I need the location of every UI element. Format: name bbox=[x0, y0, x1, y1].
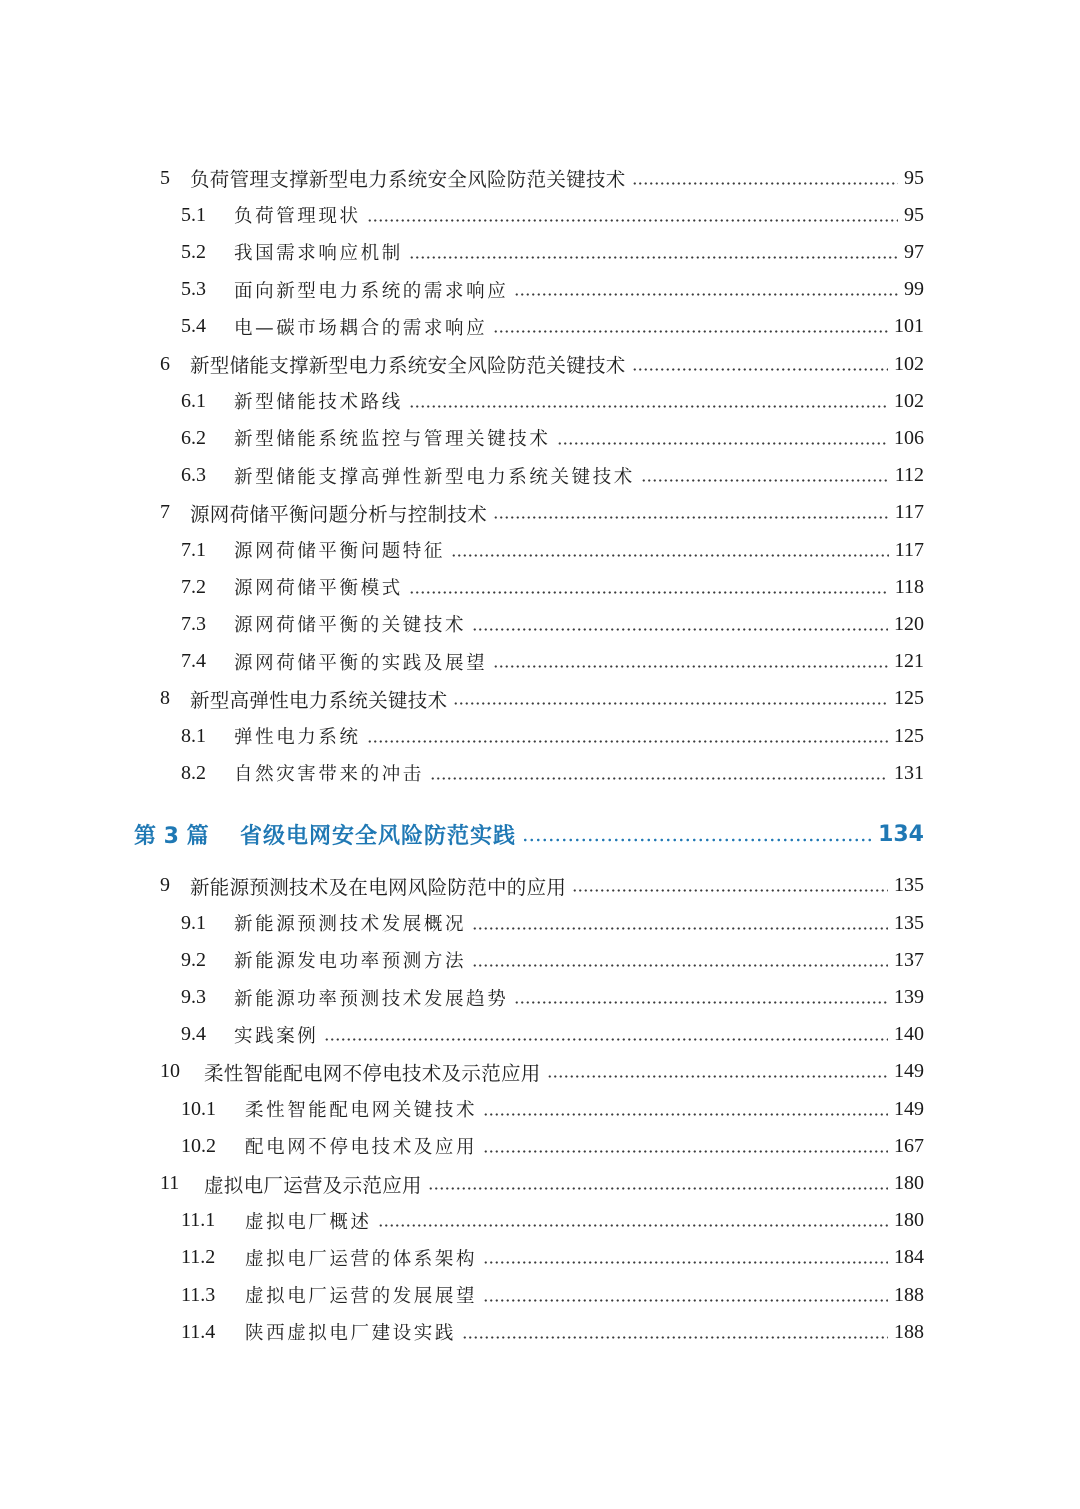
chapter-5-page: 95 bbox=[904, 166, 924, 189]
chapter-6-title: 新型储能支撑新型电力系统安全风险防范关键技术 bbox=[190, 354, 626, 377]
chapter-10-page: 149 bbox=[894, 1060, 924, 1083]
section-9-4[interactable] bbox=[181, 1017, 924, 1053]
section-5-4-title: 电—碳市场耦合的需求响应 bbox=[234, 317, 488, 339]
section-8-1-title: 弹性电力系统 bbox=[234, 727, 361, 748]
section-9-3-title: 新能源功率预测技术发展趋势 bbox=[234, 988, 509, 1010]
section-10-2-title: 配电网不停电技术及应用 bbox=[245, 1137, 478, 1159]
section-11-2[interactable] bbox=[181, 1240, 924, 1276]
section-9-1-page: 135 bbox=[894, 911, 924, 934]
section-6-2-title: 新型储能系统监控与管理关键技术 bbox=[234, 429, 551, 451]
section-9-1[interactable] bbox=[181, 905, 924, 941]
section-9-1-number: 9.1 bbox=[181, 911, 206, 934]
chapter-6[interactable] bbox=[160, 346, 924, 382]
section-11-4[interactable] bbox=[181, 1314, 924, 1350]
section-7-2[interactable] bbox=[181, 569, 924, 605]
section-6-1-title: 新型储能技术路线 bbox=[234, 392, 403, 414]
section-11-2-number: 11.2 bbox=[181, 1246, 216, 1269]
section-10-1-title: 柔性智能配电网关键技术 bbox=[245, 1100, 478, 1122]
chapter-9-title: 新能源预测技术及在电网风险防范中的应用 bbox=[190, 875, 567, 899]
section-7-4-title: 源网荷储平衡的实践及展望 bbox=[234, 652, 488, 674]
section-11-3-number: 11.3 bbox=[181, 1283, 216, 1306]
section-6-2-number: 6.2 bbox=[181, 426, 206, 449]
section-6-2[interactable] bbox=[181, 420, 924, 456]
chapter-9-number: 9 bbox=[160, 874, 170, 897]
section-8-2-page: 131 bbox=[894, 761, 924, 784]
chapter-8-number: 8 bbox=[160, 687, 170, 710]
chapter-5-number: 5 bbox=[160, 166, 170, 189]
chapter-8-title: 新型高弹性电力系统关键技术 bbox=[190, 688, 448, 712]
part-page: 134 bbox=[878, 821, 924, 847]
section-5-1-number: 5.1 bbox=[181, 203, 206, 226]
section-9-2[interactable] bbox=[181, 942, 924, 978]
chapter-8-page: 125 bbox=[894, 687, 924, 710]
dot-leader bbox=[547, 1067, 888, 1087]
dot-leader bbox=[632, 359, 888, 379]
section-5-2-number: 5.2 bbox=[181, 240, 206, 263]
section-6-1-number: 6.1 bbox=[181, 389, 206, 412]
section-11-2-page: 184 bbox=[894, 1246, 924, 1269]
section-10-2[interactable] bbox=[181, 1128, 924, 1164]
dot-leader bbox=[453, 694, 888, 714]
section-7-3-page: 120 bbox=[894, 612, 924, 635]
dot-leader bbox=[409, 247, 898, 267]
section-10-2-page: 167 bbox=[894, 1134, 924, 1157]
section-6-1[interactable] bbox=[181, 383, 924, 419]
chapter-7[interactable] bbox=[160, 495, 924, 531]
section-8-1-number: 8.1 bbox=[181, 724, 206, 747]
chapter-10[interactable] bbox=[160, 1054, 924, 1090]
section-6-3-page: 112 bbox=[894, 464, 924, 487]
dot-leader bbox=[472, 918, 888, 938]
dot-leader bbox=[472, 955, 888, 975]
dot-leader bbox=[409, 582, 889, 602]
part-number: 第 3 篇 bbox=[134, 823, 209, 849]
section-11-4-number: 11.4 bbox=[181, 1320, 216, 1343]
section-10-2-number: 10.2 bbox=[181, 1134, 216, 1157]
chapter-11-title: 虚拟电厂运营及示范应用 bbox=[204, 1173, 422, 1197]
dot-leader bbox=[472, 619, 888, 639]
section-5-3-page: 99 bbox=[904, 278, 924, 301]
section-8-2-title: 自然灾害带来的冲击 bbox=[234, 764, 424, 786]
chapter-9-page: 135 bbox=[894, 874, 924, 897]
dot-leader bbox=[483, 1104, 888, 1124]
section-5-2-page: 97 bbox=[904, 240, 924, 263]
chapter-7-page: 117 bbox=[894, 501, 924, 524]
section-11-2-title: 虚拟电厂运营的体系架构 bbox=[245, 1248, 478, 1270]
section-8-2[interactable] bbox=[181, 755, 924, 791]
section-7-3[interactable] bbox=[181, 606, 924, 642]
chapter-6-page: 102 bbox=[894, 352, 924, 375]
section-7-3-number: 7.3 bbox=[181, 612, 206, 635]
chapter-5-title: 负荷管理支撑新型电力系统安全风险防范关键技术 bbox=[190, 168, 626, 191]
section-5-1-title: 负荷管理现状 bbox=[234, 206, 361, 228]
section-11-1-number: 11.1 bbox=[181, 1209, 216, 1232]
chapter-6-number: 6 bbox=[160, 352, 170, 375]
chapter-7-title: 源网荷储平衡问题分析与控制技术 bbox=[190, 502, 488, 526]
section-5-4[interactable] bbox=[181, 309, 924, 345]
chapter-9[interactable] bbox=[160, 868, 924, 904]
section-7-1-page: 117 bbox=[894, 538, 924, 561]
dot-leader bbox=[514, 993, 888, 1013]
section-7-4[interactable] bbox=[181, 644, 924, 680]
section-5-4-number: 5.4 bbox=[181, 315, 206, 338]
section-10-1-number: 10.1 bbox=[181, 1097, 216, 1120]
section-7-1[interactable] bbox=[181, 532, 924, 568]
section-7-2-title: 源网荷储平衡模式 bbox=[234, 578, 403, 600]
section-5-2-title: 我国需求响应机制 bbox=[234, 243, 403, 265]
section-5-4-page: 101 bbox=[894, 315, 924, 338]
section-11-3[interactable] bbox=[181, 1277, 924, 1313]
section-7-1-title: 源网荷储平衡问题特征 bbox=[234, 541, 446, 562]
section-9-4-number: 9.4 bbox=[181, 1023, 206, 1046]
section-9-3[interactable] bbox=[181, 980, 924, 1016]
section-6-3-number: 6.3 bbox=[181, 464, 206, 487]
section-10-1-page: 149 bbox=[894, 1097, 924, 1120]
dot-leader bbox=[483, 1253, 888, 1273]
dot-leader bbox=[409, 396, 888, 416]
chapter-5[interactable] bbox=[160, 160, 924, 196]
dot-leader bbox=[462, 1327, 888, 1347]
section-5-3[interactable] bbox=[181, 272, 924, 308]
section-9-3-number: 9.3 bbox=[181, 986, 206, 1009]
dot-leader bbox=[493, 508, 889, 528]
section-5-2[interactable] bbox=[181, 234, 924, 270]
section-8-1-page: 125 bbox=[894, 724, 924, 747]
chapter-11-number: 11 bbox=[160, 1172, 180, 1195]
section-11-1-title: 虚拟电厂概述 bbox=[245, 1211, 372, 1233]
dot-leader bbox=[522, 830, 872, 850]
chapter-8[interactable] bbox=[160, 681, 924, 717]
section-9-1-title: 新能源预测技术发展概况 bbox=[234, 914, 467, 936]
dot-leader bbox=[514, 285, 898, 305]
section-11-1[interactable] bbox=[181, 1203, 924, 1239]
section-11-4-title: 陕西虚拟电厂建设实践 bbox=[245, 1323, 457, 1345]
section-7-4-number: 7.4 bbox=[181, 650, 206, 673]
dot-leader bbox=[493, 657, 888, 677]
section-9-4-page: 140 bbox=[894, 1023, 924, 1046]
dot-leader bbox=[367, 731, 888, 751]
section-11-1-page: 180 bbox=[894, 1209, 924, 1232]
section-9-3-page: 139 bbox=[894, 986, 924, 1009]
section-5-3-title: 面向新型电力系统的需求响应 bbox=[234, 280, 509, 302]
section-7-2-page: 118 bbox=[894, 575, 924, 598]
part-heading[interactable] bbox=[134, 812, 924, 856]
dot-leader bbox=[483, 1141, 888, 1161]
chapter-10-title: 柔性智能配电网不停电技术及示范应用 bbox=[204, 1061, 541, 1085]
dot-leader bbox=[428, 1179, 888, 1199]
section-11-4-page: 188 bbox=[894, 1320, 924, 1343]
section-7-4-page: 121 bbox=[894, 650, 924, 673]
section-9-2-number: 9.2 bbox=[181, 948, 206, 971]
section-11-3-title: 虚拟电厂运营的发展展望 bbox=[245, 1286, 478, 1308]
chapter-11-page: 180 bbox=[894, 1172, 924, 1195]
section-9-4-title: 实践案例 bbox=[234, 1025, 319, 1047]
dot-leader bbox=[557, 433, 888, 453]
section-9-2-page: 137 bbox=[894, 948, 924, 971]
section-6-3-title: 新型储能支撑高弹性新型电力系统关键技术 bbox=[234, 466, 635, 488]
chapter-7-number: 7 bbox=[160, 501, 170, 524]
dot-leader bbox=[572, 881, 888, 901]
section-7-2-number: 7.2 bbox=[181, 575, 206, 598]
part-title: 省级电网安全风险防范实践 bbox=[240, 823, 517, 849]
section-6-3[interactable] bbox=[181, 458, 924, 494]
dot-leader bbox=[632, 173, 898, 193]
chapter-10-number: 10 bbox=[160, 1060, 180, 1083]
section-7-3-title: 源网荷储平衡的关键技术 bbox=[234, 615, 467, 637]
section-10-1[interactable] bbox=[181, 1091, 924, 1127]
dot-leader bbox=[367, 210, 898, 230]
dot-leader bbox=[641, 471, 889, 491]
dot-leader bbox=[430, 768, 888, 788]
section-5-1-page: 95 bbox=[904, 203, 924, 226]
dot-leader bbox=[483, 1290, 888, 1310]
dot-leader bbox=[378, 1216, 888, 1236]
section-8-2-number: 8.2 bbox=[181, 761, 206, 784]
section-6-1-page: 102 bbox=[894, 389, 924, 412]
section-9-2-title: 新能源发电功率预测方法 bbox=[234, 951, 467, 973]
section-11-3-page: 188 bbox=[894, 1283, 924, 1306]
section-6-2-page: 106 bbox=[894, 426, 924, 449]
chapter-11[interactable] bbox=[160, 1166, 924, 1202]
section-5-3-number: 5.3 bbox=[181, 278, 206, 301]
section-8-1[interactable] bbox=[181, 718, 924, 754]
section-5-1[interactable] bbox=[181, 197, 924, 233]
section-7-1-number: 7.1 bbox=[181, 538, 206, 561]
dot-leader bbox=[493, 322, 888, 342]
dot-leader bbox=[451, 545, 889, 565]
dot-leader bbox=[324, 1030, 888, 1050]
